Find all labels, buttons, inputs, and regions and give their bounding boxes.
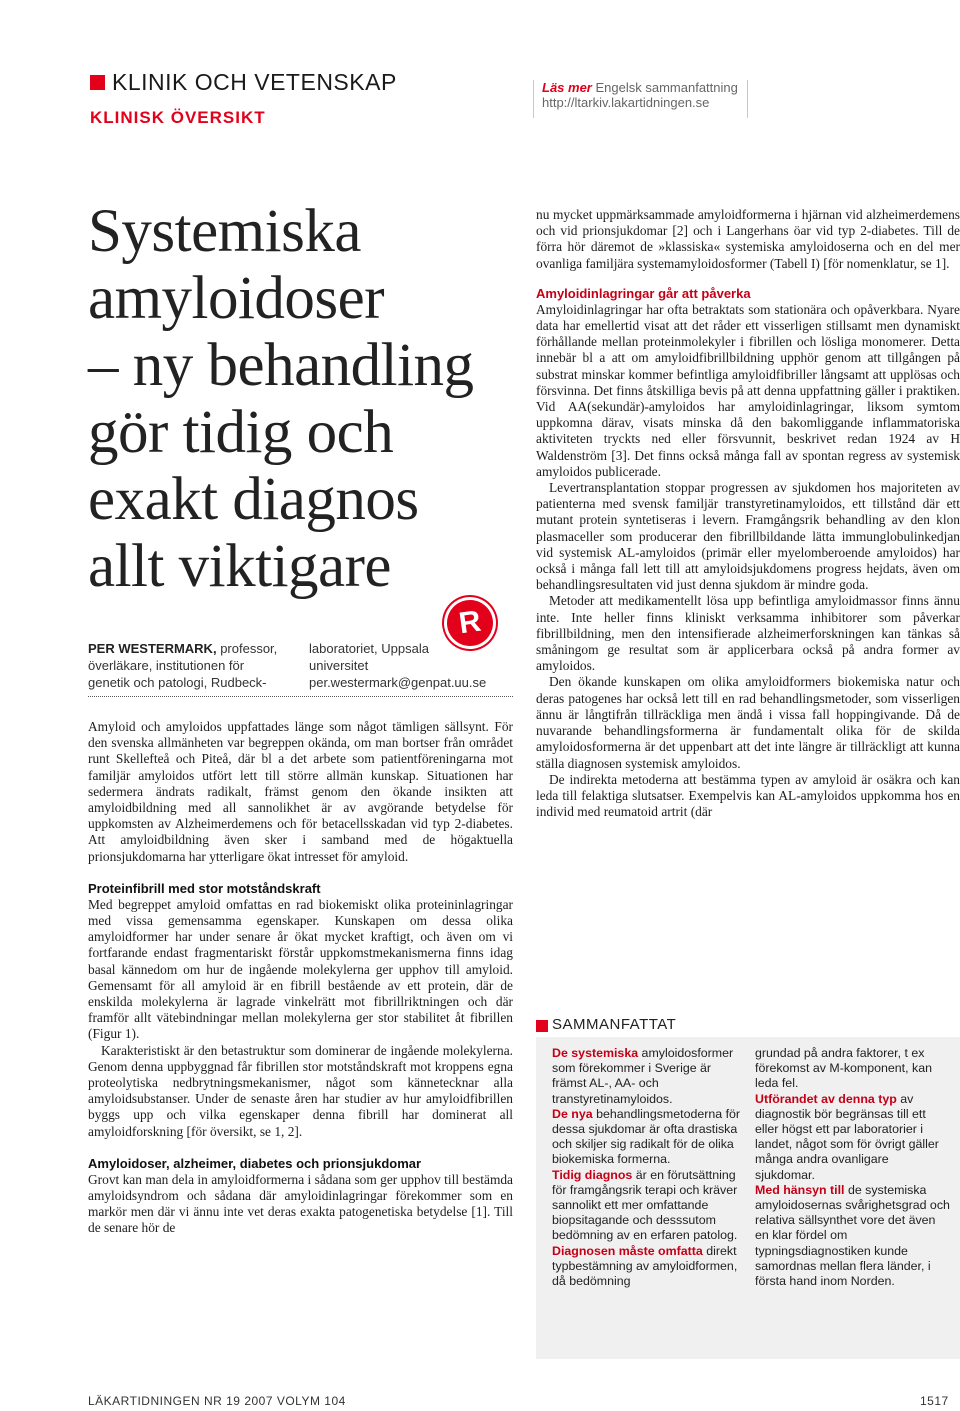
left-column	[88, 719, 513, 1237]
headline-line: exakt diagnos	[88, 466, 419, 533]
author-block-right: laboratoriet, Uppsala universitet per.westermark@genpat.uu.se	[309, 640, 509, 691]
summary-item: grundad på andra faktorer, t ex förekomst av M-komponent, kan leda fel.	[755, 1046, 932, 1091]
summary-item: Tidig diagnos är en förutsättning för framgångsrik terapi och kräver sannolikt ett mer omfattande biopsitagande och desssutom bedömning av en erfaren patolog.	[552, 1167, 738, 1243]
subheading: Amyloidinlagringar går att påverka	[536, 285, 751, 301]
headline-line: – ny behandling	[88, 332, 474, 399]
refereed-stamp-icon: R	[444, 597, 496, 649]
summary-col-1	[552, 1046, 742, 1289]
author-block-left: PER WESTERMARK, professor, överläkare, institutionen för genetik och patologi, Rudbeck-	[88, 641, 278, 690]
section-marker-icon	[90, 75, 105, 90]
body-paragraph: Levertransplantation stoppar progressen av sjukdomen hos majoriteten av patienterna med svensk familjär transtyretinamyloidos, ett tillstånd där ett mutant protein syntetiseras i levern. Framgångsrik behandling av den klon plasmaceller som producerar den fibrillbildande lätta immunglobulinkedjan vid systemisk AL-amyloidos (primär eller myelomberoende amyloidos) har också i många fall lett till att amyloidsjukdomens progress hejdats, även om behandlingsresultaten vid just denna sjukdom är mindre goda.	[536, 480, 960, 593]
summary-item: De nya behandlingsmetoderna för dessa sjukdomar är ofta drastiska och skiljer sig radikalt för de olika biokemiska formerna.	[552, 1106, 741, 1167]
read-more-text: Engelsk sammanfattning	[595, 80, 738, 95]
summary-heading: SAMMANFATTAT	[552, 1016, 677, 1033]
right-column	[536, 207, 960, 820]
read-more-label: Läs mer	[542, 80, 592, 95]
author-email[interactable]: per.westermark@genpat.uu.se	[309, 675, 487, 690]
section-subtitle: KLINISK ÖVERSIKT	[90, 108, 266, 127]
summary-item: Med hänsyn till de systemiska amyloidosernas svårighetsgrad och relativa sällsynthet vore det även en klar fördel om typningsdiagnostiken kunde samordnas mellan flera länder, i första hand inom Norden.	[755, 1182, 950, 1289]
body-paragraph: Den ökande kunskapen om olika amyloidformers biokemiska natur och deras patogenes har också lett till en rad behandlingsmetoder, som visserligen ännu är långtifrån tillräckliga men ändå i vissa fall hoppingivande. Då de nuvarande behandlingsformerna är fundamentalt olika för de skilda amyloidosformerna är det uppenbart att det inte längre är tillräckligt att kunna ställa diagnosen systemisk amyloidos.	[536, 674, 960, 771]
read-more-link[interactable]: http://ltarkiv.lakartidningen.se	[542, 95, 710, 110]
author-name: PER WESTERMARK,	[88, 641, 217, 656]
headline-line: amyloidoser	[88, 265, 385, 332]
subheading: Proteinfibrill med stor motståndskraft	[88, 880, 321, 896]
summary-item: De systemiska amyloidosformer som förekommer i Sverige är främst AL-, AA- och transtyretinamyloidos.	[552, 1046, 734, 1106]
footer-journal: LÄKARTIDNINGEN NR 19 2007 VOLYM 104	[88, 1394, 346, 1408]
section-title: KLINIK OCH VETENSKAP	[112, 69, 397, 95]
author-divider	[88, 696, 513, 697]
summary-item: Utförandet av denna typ av diagnostik bör begränsas till ett eller högst ett par laboratorier i landet, något som för övrigt gäller många andra ovanligare sjukdomar.	[755, 1091, 939, 1182]
headline-line: Systemiska	[88, 198, 361, 265]
body-paragraph: nu mycket uppmärksammade amyloidformerna i hjärnan vid alzheimerdemens och vid prionsjukdomar [2] och i Langerhans öar vid typ 2-diabetes. Till de förra hör däremot de »klassiska« systemiska amyloidoserna och en del mer ovanliga familjära systemamyloidosformer (Tabell I) [för nomenklatur, se 1].	[536, 207, 960, 271]
body-paragraph: Med begreppet amyloid omfattas en rad biokemiskt olika proteininlagringar med vissa gemensamma egenskaper. Kunskapen om dessa olika amyloidformer har under senare år ökat mycket kraftigt, och även om vi fortfarande endast fragmentariskt förstår uppkomstmekanismerna finns idag basal kännedom om hur de ingående molekylerna ger upphov till amyloid. Gemensamt för all amyloid är en fibrill bestående av ett protein, där de enskilda molekylerna är lagrade vinkelrätt mot fibrillriktningen och där framför allt vätebindningar mellan molekylerna ger stor stabilitet åt fibrillen (Figur 1).	[88, 896, 513, 1042]
headline-line: gör tidig och	[88, 399, 394, 466]
body-paragraph: Grovt kan man dela in amyloidformerna i sådana som ger upphov till bestämda amyloidsyndrom och sådana där amyloidinlagringar förekommer som en markör men där vi ännu inte vet deras exakta patogenetiska betydelse [1]. Till de senare hör de	[88, 1171, 513, 1236]
summary-item: Diagnosen måste omfatta direkt typbestämning av amyloidformen, då bedömning	[552, 1243, 738, 1289]
summary-col-2	[755, 1046, 950, 1289]
summary-marker-icon	[536, 1020, 548, 1032]
read-more-box	[533, 80, 748, 118]
article-headline	[88, 198, 528, 600]
body-paragraph: Amyloidinlagringar har ofta betraktats som stationära och opåverkbara. Nyare data har emellertid visat att det råder ett visserligen stillsamt men dynamiskt förhållande mellan proteinmolekyler i fibrillen och lösliga monomerer. Detta innebär bl a att om amyloidfibrillbildning upphör genom att tillgången på substrat minskar kommer befintliga amyloidfibriller långsamt att upplösas och försvinna. Det finns åtskilliga bevis på att denna uppfattning gäller i praktiken. Vid AA(sekundär)-amyloidos har amyloidinlagringar, liksom symtom uppkomna därav, visats minska då den bakomliggande inflammatoriska aktiviteten tryckts ned eller försvunnit, beskrivet redan 1924 av H Waldenström [3]. Det finns också många fall av spontan regress av systemisk amyloidos publicerade.	[536, 301, 960, 479]
page-number: 1517	[920, 1394, 949, 1408]
intro-paragraph: Amyloid och amyloidos uppfattades länge som något tämligen sällsynt. För den svenska allmänheten var begreppen okända, om man bortser från området runt Skellefteå och Piteå, där bl a det arbete som patientföreningarna mot familjär amyloidos utfört lett till större allmän kunskap. Situationen har sedermera ändrats radikalt, främst genom den ökande insikten att amyloidbildning med all sannolikhet är av avgörande betydelse för uppkomsten av Alzheimerdemens och för betacellsskadan vid typ 2-diabetes. Att amyloidbildning även sker i samband med de högaktuella prionsjukdomarna har ytterligare ökat intresset för amyloid.	[88, 719, 513, 864]
body-paragraph: Metoder att medikamentellt lösa upp befintliga amyloidmassor finns ännu inte. Inte heller finns kliniskt verksamma inhibitorer som påverkar fibrillbildning, men den intensifierade alzheimerforskningen kan tänkas så småningom ge resultat som är applicerbara också på andra former av amyloidos.	[536, 593, 960, 674]
body-paragraph: Karakteristiskt är den betastruktur som dominerar de ingående molekylerna. Genom denna uppbyggnad får fibrillen stor motståndskraft mot kroppens egna proteolytiska nedbrytningsmekanismer, något som kännetecknar alla amyloidsubstanser. Under de senaste åren har studier av hur amyloidfibrillen byggs upp och vilka egenskaper denna fibrill har dominerat all amyloidforskning [för översikt, se 1, 2].	[88, 1042, 513, 1139]
body-paragraph: De indirekta metoderna att bestämma typen av amyloid är osäkra och kan leda till felaktiga slutsatser. Exempelvis kan AL-amyloidos uppkomma hos en individ med reumatoid artrit (där	[536, 771, 960, 820]
subheading: Amyloidoser, alzheimer, diabetes och prionsjukdomar	[88, 1155, 422, 1171]
headline-line: allt viktigare	[88, 533, 391, 600]
